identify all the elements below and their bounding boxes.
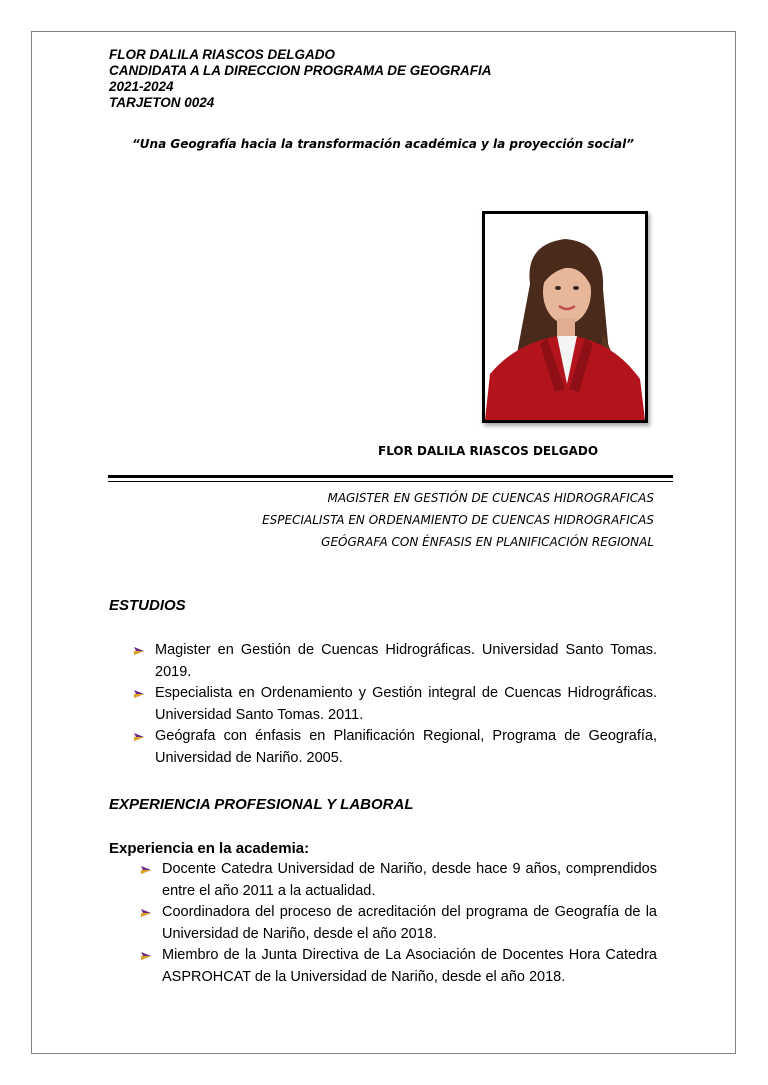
period-line: 2021-2024 <box>109 79 174 94</box>
slogan: “Una Geografía hacia la transformación académica y la proyección social” <box>132 137 634 151</box>
studies-title: ESTUDIOS <box>109 597 186 614</box>
arrow-bullet-icon <box>140 950 152 962</box>
ballot-line: TARJETON 0024 <box>109 95 215 110</box>
academia-subtitle: Experiencia en la academia: <box>109 840 310 857</box>
arrow-bullet-icon <box>140 907 152 919</box>
degree-line: MAGISTER EN GESTIÓN DE CUENCAS HIDROGRAFICAS <box>327 491 654 505</box>
academia-list <box>162 859 657 988</box>
arrow-bullet-icon <box>133 688 145 700</box>
candidacy-line: CANDIDATA A LA DIRECCION PROGRAMA DE GEOGRAFIA <box>109 63 492 78</box>
list-item <box>155 683 657 726</box>
candidate-photo <box>482 211 648 423</box>
list-item-text: Docente Catedra Universidad de Nariño, desde hace 9 años, comprendidos entre el año 2011 a la actualidad. <box>162 861 657 899</box>
degrees-list <box>262 487 654 553</box>
studies-list <box>155 640 657 769</box>
list-item <box>162 945 657 988</box>
degree-line: ESPECIALISTA EN ORDENAMIENTO DE CUENCAS HIDROGRAFICAS <box>262 513 654 527</box>
list-item-text: Coordinadora del proceso de acreditación del programa de Geografía de la Universidad de Nariño, desde el año 2018. <box>162 904 657 942</box>
experience-title: EXPERIENCIA PROFESIONAL Y LABORAL <box>109 796 414 813</box>
list-item <box>155 640 657 683</box>
list-item <box>162 859 657 902</box>
portrait-illustration <box>485 214 645 420</box>
document-header <box>109 47 492 111</box>
list-item <box>162 902 657 945</box>
list-item-text: Especialista en Ordenamiento y Gestión integral de Cuencas Hidrográficas. Universidad Santo Tomas. 2011. <box>155 685 657 723</box>
photo-caption: FLOR DALILA RIASCOS DELGADO <box>378 444 599 458</box>
divider-thick <box>108 475 673 478</box>
candidate-name: FLOR DALILA RIASCOS DELGADO <box>109 47 335 62</box>
list-item <box>155 726 657 769</box>
arrow-bullet-icon <box>133 731 145 743</box>
arrow-bullet-icon <box>140 864 152 876</box>
degree-line: GEÓGRAFA CON ÉNFASIS EN PLANIFICACIÓN REGIONAL <box>321 535 654 549</box>
list-item-text: Magister en Gestión de Cuencas Hidrográficas. Universidad Santo Tomas. 2019. <box>155 642 657 680</box>
divider-thin <box>108 481 673 482</box>
arrow-bullet-icon <box>133 645 145 657</box>
list-item-text: Miembro de la Junta Directiva de La Asociación de Docentes Hora Catedra ASPROHCAT de la Universidad de Nariño, desde el año 2018. <box>162 947 657 985</box>
list-item-text: Geógrafa con énfasis en Planificación Regional, Programa de Geografía, Universidad de Nariño. 2005. <box>155 728 657 766</box>
